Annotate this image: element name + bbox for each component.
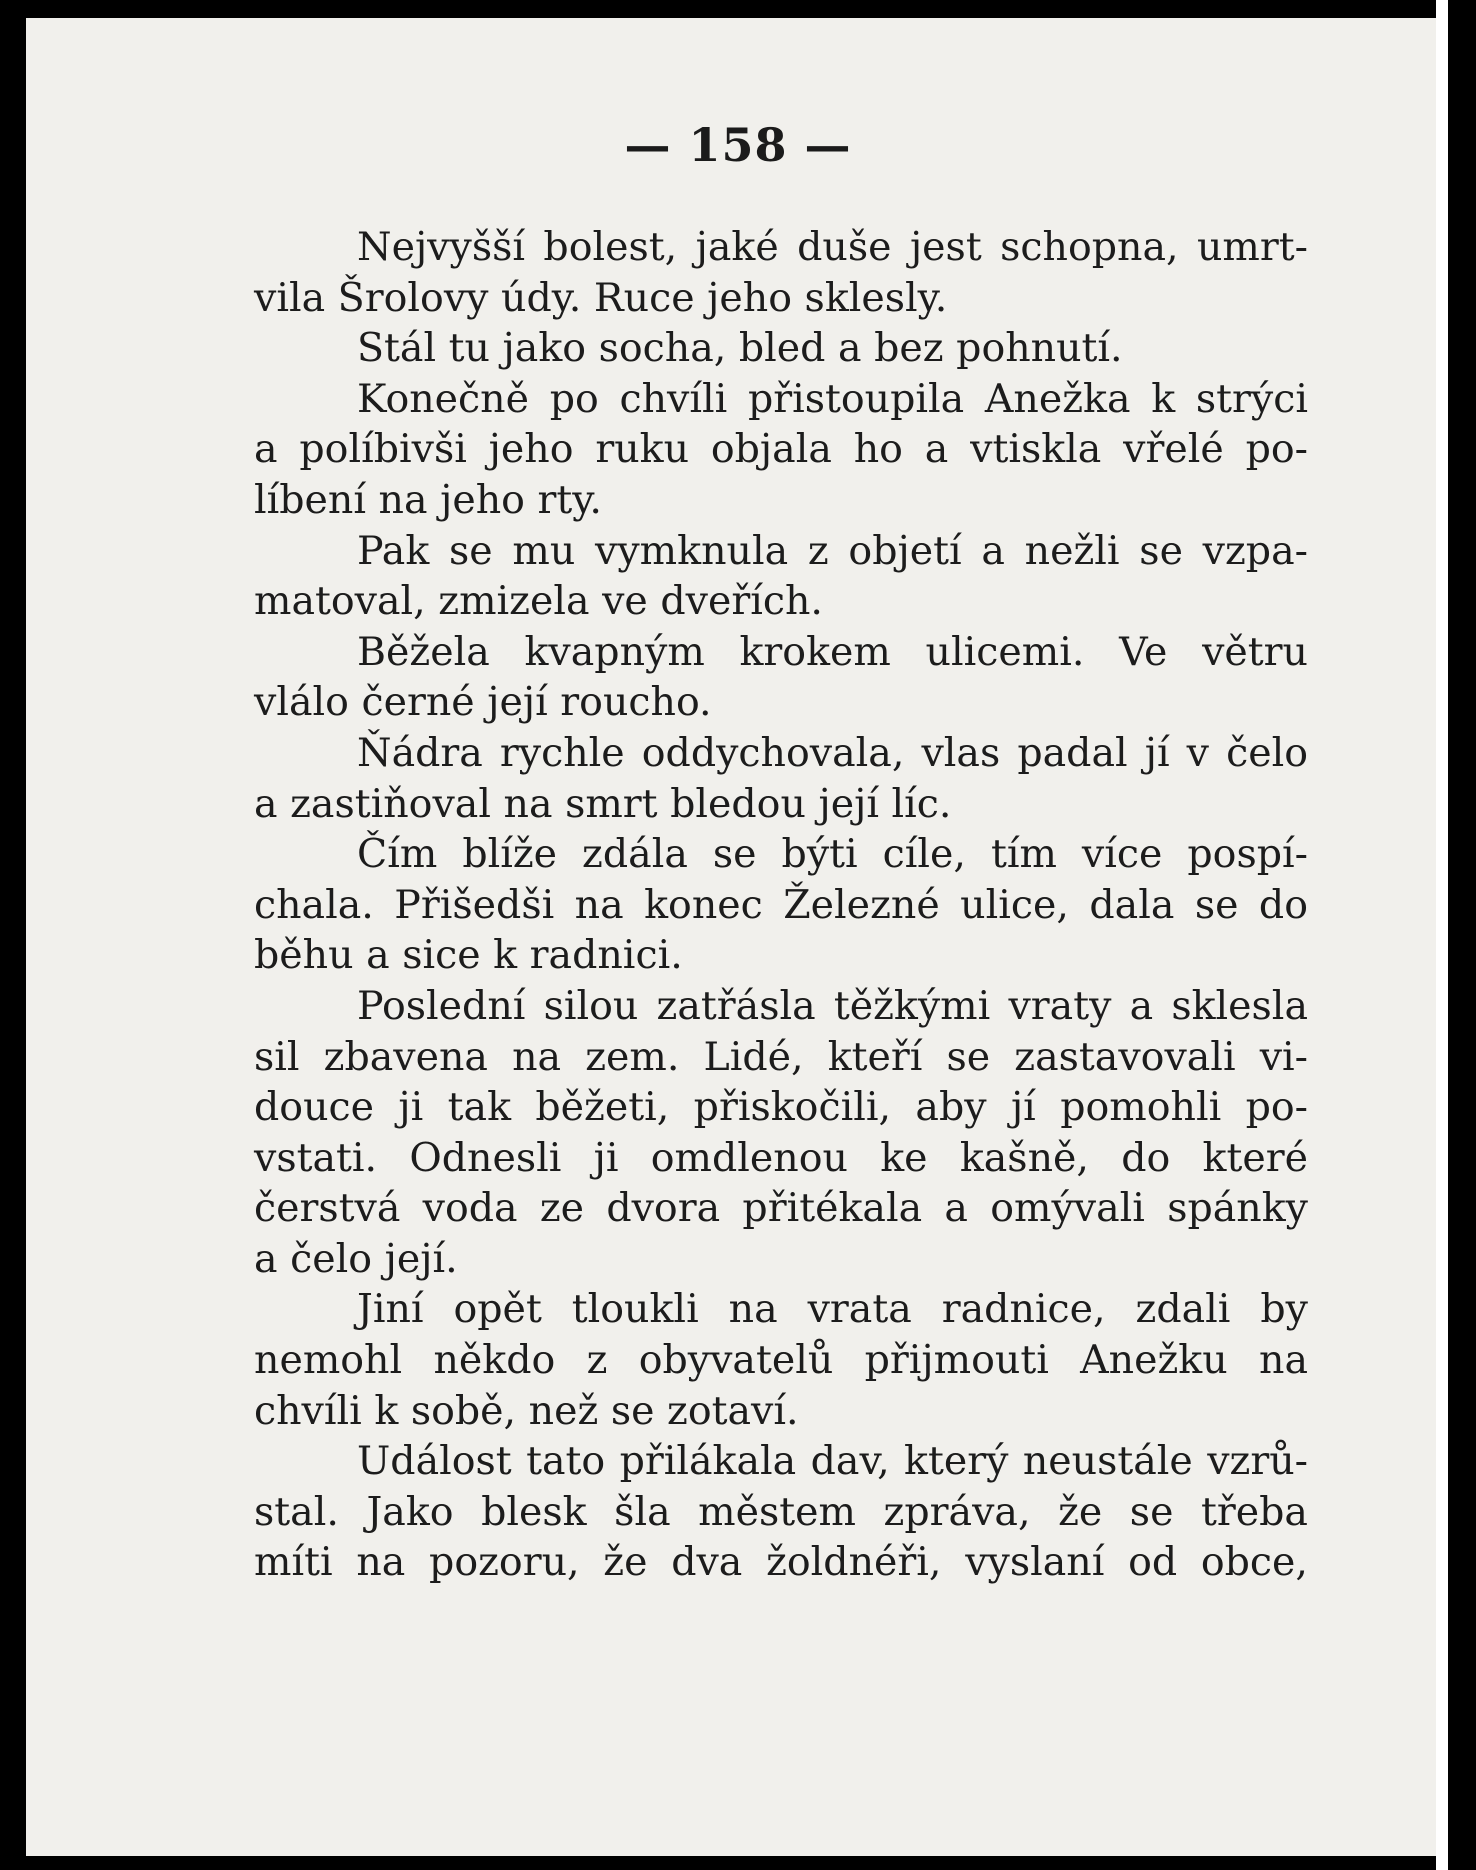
- text-line: douce ji tak běžeti, přiskočili, aby jí pomohli po-: [254, 1084, 1308, 1131]
- text-line: Poslední silou zatřásla těžkými vraty a sklesla: [357, 982, 1308, 1029]
- page-edge-strip: [1436, 0, 1448, 1870]
- text-line: Konečně po chvíli přistoupila Anežka k strýci: [357, 375, 1308, 422]
- text-line: vlálo černé její roucho.: [254, 679, 712, 726]
- text-line: a čelo její.: [254, 1235, 458, 1282]
- scan-border: [1448, 0, 1476, 1870]
- text-line: chala. Přišedši na konec Železné ulice, dala se do: [254, 881, 1308, 928]
- text-line: Událost tato přilákala dav, který neustále vzrů-: [357, 1438, 1308, 1485]
- text-line: sil zbavena na zem. Lidé, kteří se zastavovali vi-: [254, 1033, 1308, 1080]
- text-line: Jiní opět tloukli na vrata radnice, zdali by: [357, 1286, 1308, 1333]
- text-line: Čím blíže zdála se býti cíle, tím více pospí-: [357, 831, 1308, 878]
- text-line: stal. Jako blesk šla městem zpráva, že se třeba: [254, 1488, 1308, 1535]
- text-line: matoval, zmizela ve dveřích.: [254, 578, 823, 625]
- text-line: a zastiňoval na smrt bledou její líc.: [254, 780, 952, 827]
- text-line: běhu a sice k radnici.: [254, 932, 683, 979]
- text-line: líbení na jeho rty.: [254, 476, 602, 523]
- text-line: Běžela kvapným krokem ulicemi. Ve větru: [357, 628, 1308, 675]
- text-line: Ňádra rychle oddychovala, vlas padal jí v čelo: [357, 729, 1308, 776]
- text-line: míti na pozoru, že dva žoldnéři, vyslaní od obce,: [254, 1539, 1308, 1586]
- text-line: Stál tu jako socha, bled a bez pohnutí.: [357, 325, 1123, 372]
- page-number: — 158 —: [624, 118, 852, 172]
- text-line: vstati. Odnesli ji omdlenou ke kašně, do které: [254, 1134, 1308, 1181]
- body-text: [254, 222, 1308, 1588]
- text-line: a políbivši jeho ruku objala ho a vtiskla vřelé po-: [254, 426, 1308, 473]
- text-line: Nejvyšší bolest, jaké duše jest schopna, umrt-: [357, 224, 1308, 270]
- text-line: chvíli k sobě, než se zotaví.: [254, 1387, 799, 1434]
- text-line: Pak se mu vymknula z objetí a nežli se vzpa-: [357, 527, 1308, 574]
- text-line: nemohl někdo z obyvatelů přijmouti Anežku na: [254, 1337, 1308, 1384]
- text-line: vila Šrolovy údy. Ruce jeho sklesly.: [254, 274, 948, 321]
- text-line: čerstvá voda ze dvora přitékala a omývali spánky: [254, 1185, 1308, 1232]
